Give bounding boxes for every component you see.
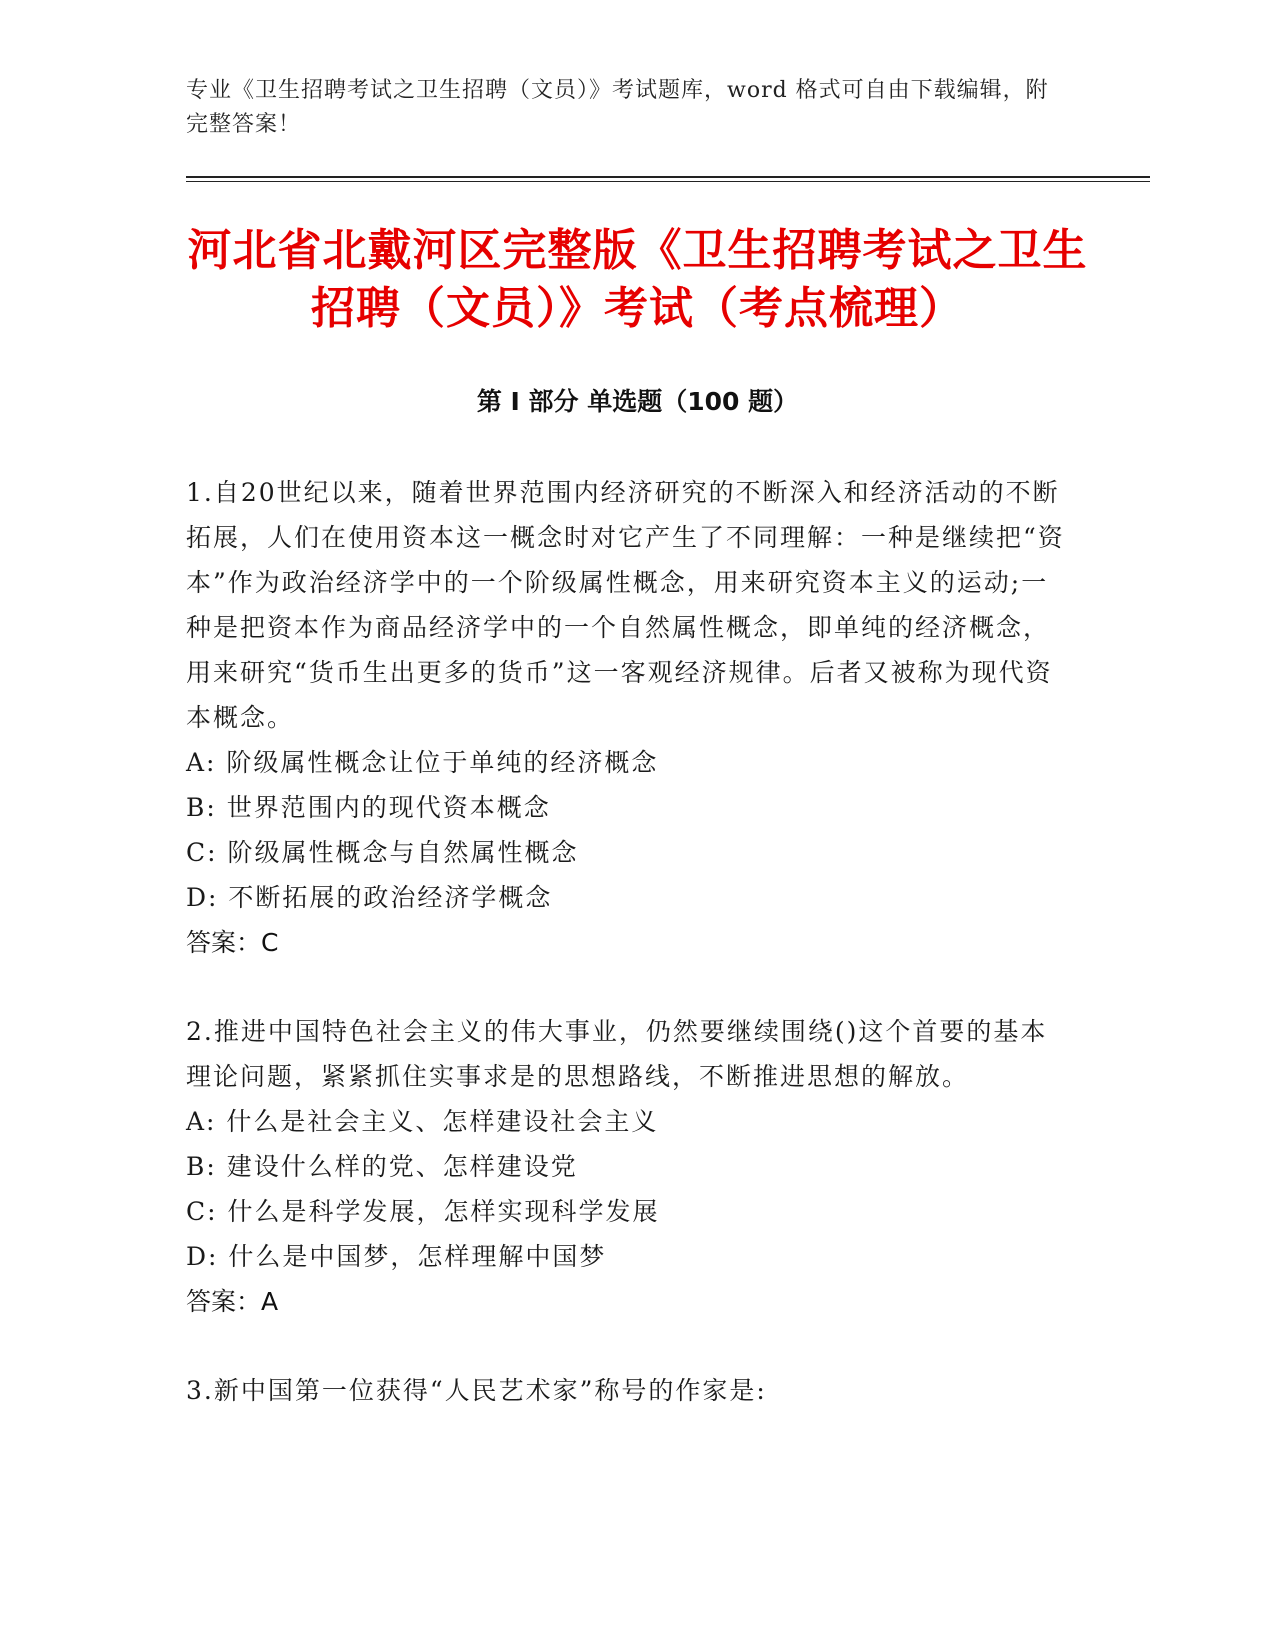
option-b: B: 建设什么样的党、怎样建设党 <box>186 1152 578 1181</box>
question-stem: 2.推进中国特色社会主义的伟大事业，仍然要继续围绕()这个首要的基本理论问题，紧紧抓住实事求是的思想路线，不断推进思想的解放。 <box>186 1017 1048 1091</box>
question-item <box>186 1009 1066 1324</box>
question-stem: 1.自20世纪以来，随着世界范围内经济研究的不断深入和经济活动的不断拓展，人们在使用资本这一概念时对它产生了不同理解：一种是继续把“资本”作为政治经济学中的一个阶级属性概念，用来研究资本主义的运动;一种是把资本作为商品经济学中的一个自然属性概念，即单纯的经济概念，用来研究“货币生出更多的货币”这一客观经济规律。后者又被称为现代资本概念。 <box>186 478 1065 732</box>
option-d: D: 不断拓展的政治经济学概念 <box>186 883 553 912</box>
answer-line: 答案：C <box>186 928 279 957</box>
option-c: C: 阶级属性概念与自然属性概念 <box>186 838 579 867</box>
question-list <box>186 470 1066 1457</box>
header-divider-thick <box>186 176 1150 178</box>
section-heading: 第 I 部分 单选题（100 题） <box>476 387 799 416</box>
option-a: A: 什么是社会主义、怎样建设社会主义 <box>186 1107 659 1136</box>
question-stem: 3.新中国第一位获得“人民艺术家”称号的作家是: <box>186 1376 767 1405</box>
option-b: B: 世界范围内的现代资本概念 <box>186 793 551 822</box>
option-d: D: 什么是中国梦，怎样理解中国梦 <box>186 1242 607 1271</box>
header-note: 专业《卫生招聘考试之卫生招聘（文员）》考试题库，word 格式可自由下载编辑，附完整答案！ <box>186 78 1049 137</box>
question-item <box>186 1368 1066 1413</box>
question-item <box>186 470 1066 965</box>
document-title: 河北省北戴河区完整版《卫生招聘考试之卫生招聘（文员）》考试（考点梳理） <box>187 225 1088 334</box>
option-c: C: 什么是科学发展，怎样实现科学发展 <box>186 1197 660 1226</box>
header-divider-thin <box>186 181 1150 182</box>
option-a: A: 阶级属性概念让位于单纯的经济概念 <box>186 748 659 777</box>
answer-line: 答案：A <box>186 1287 279 1316</box>
